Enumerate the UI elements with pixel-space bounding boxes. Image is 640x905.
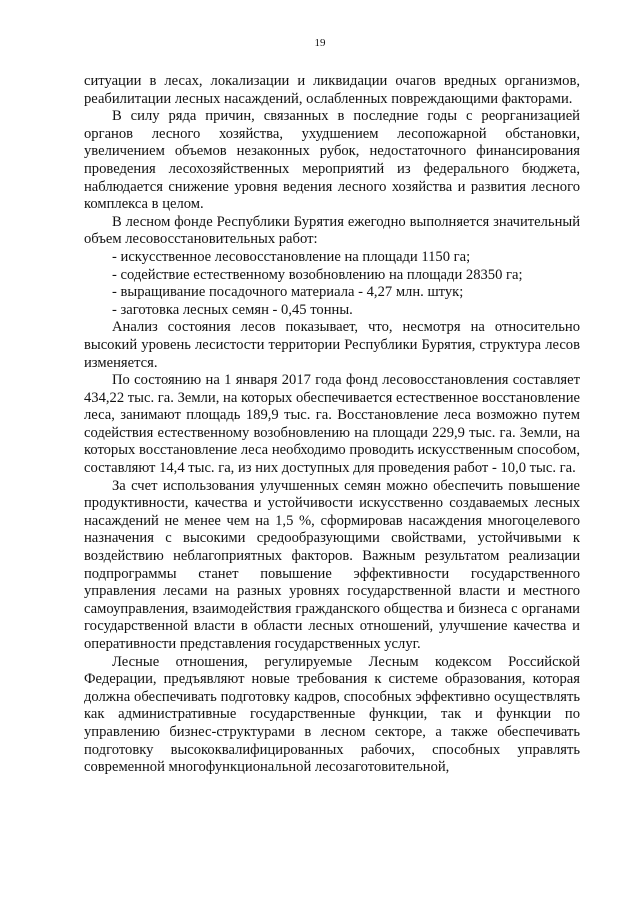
paragraph-improved-seeds: За счет использования улучшенных семян можно обеспечить повышение продуктивности, качества и устойчивости искусственно создаваемых лесных насаждений не менее чем на 1,5 %, сформировав насаждения многоцелевого назначения с высокими средообразующими свойствами, устойчивыми к воздействию неблагоприятных факторов. Важным результатом реализации подпрограммы станет повышение эффективности государственного управления лесами на разных уровнях государственной власти и местного самоуправления, взаимодействия гражданского общества и бизнеса с органами государственной власти в области лесных отношений, улучшение качества и оперативности представления государственных услуг. xyxy=(84,477,580,652)
document-body xyxy=(84,73,580,777)
list-item: - выращивание посадочного материала - 4,27 млн. штук; xyxy=(112,284,464,301)
paragraph-analysis: Анализ состояния лесов показывает, что, несмотря на относительно высокий уровень лесистости территории Республики Бурятия, структура лесов изменяется. xyxy=(84,319,580,371)
paragraph-reforestation-intro: В лесном фонде Республики Бурятия ежегодно выполняется значительный объем лесовосстановительных работ: xyxy=(84,213,580,248)
list-item: - содействие естественному возобновлению на площади 28350 га; xyxy=(112,266,523,283)
paragraph-continuation: ситуации в лесах, локализации и ликвидации очагов вредных организмов, реабилитации лесных насаждений, ослабленных повреждающими факторами. xyxy=(84,73,580,107)
list-item: - заготовка лесных семян - 0,45 тонны. xyxy=(112,301,353,318)
page-number: 19 xyxy=(314,37,326,49)
list-item: - искусственное лесовосстановление на площади 1150 га; xyxy=(112,248,471,265)
paragraph-reasons: В силу ряда причин, связанных в последние годы с реорганизацией органов лесного хозяйства, ухудшением лесопожарной обстановки, увеличением объемов незаконных рубок, недостаточного финансирования проведения лесохозяйственных мероприятий из федерального бюджета, наблюдается снижение уровня ведения лесного хозяйства и развития лесного комплекса в целом. xyxy=(84,108,580,213)
paragraph-forest-relations: Лесные отношения, регулируемые Лесным кодексом Российской Федерации, предъявляют новые требования к системе образования, которая должна обеспечивать подготовку кадров, способных эффективно осуществлять как административные государственные функции, так и функции по управлению бизнес-структурами в лесном секторе, а также обеспечивать подготовку высококвалифицированных рабочих, способных управлять современной многофункциональной лесозаготовительной, xyxy=(84,653,580,776)
paragraph-fund-status: По состоянию на 1 января 2017 года фонд лесовосстановления составляет 434,22 тыс. га. Земли, на которых обеспечивается естественное восстановление леса, занимают площадь 189,9 тыс. га. Восстановление леса возможно путем содействия естественному возобновлению на площади 229,9 тыс. га. Земли, на которых восстановление леса необходимо проводить искусственным способом, составляют 14,4 тыс. га, из них доступных для проведения работ - 10,0 тыс. га. xyxy=(84,372,580,477)
reforestation-list xyxy=(84,249,580,319)
